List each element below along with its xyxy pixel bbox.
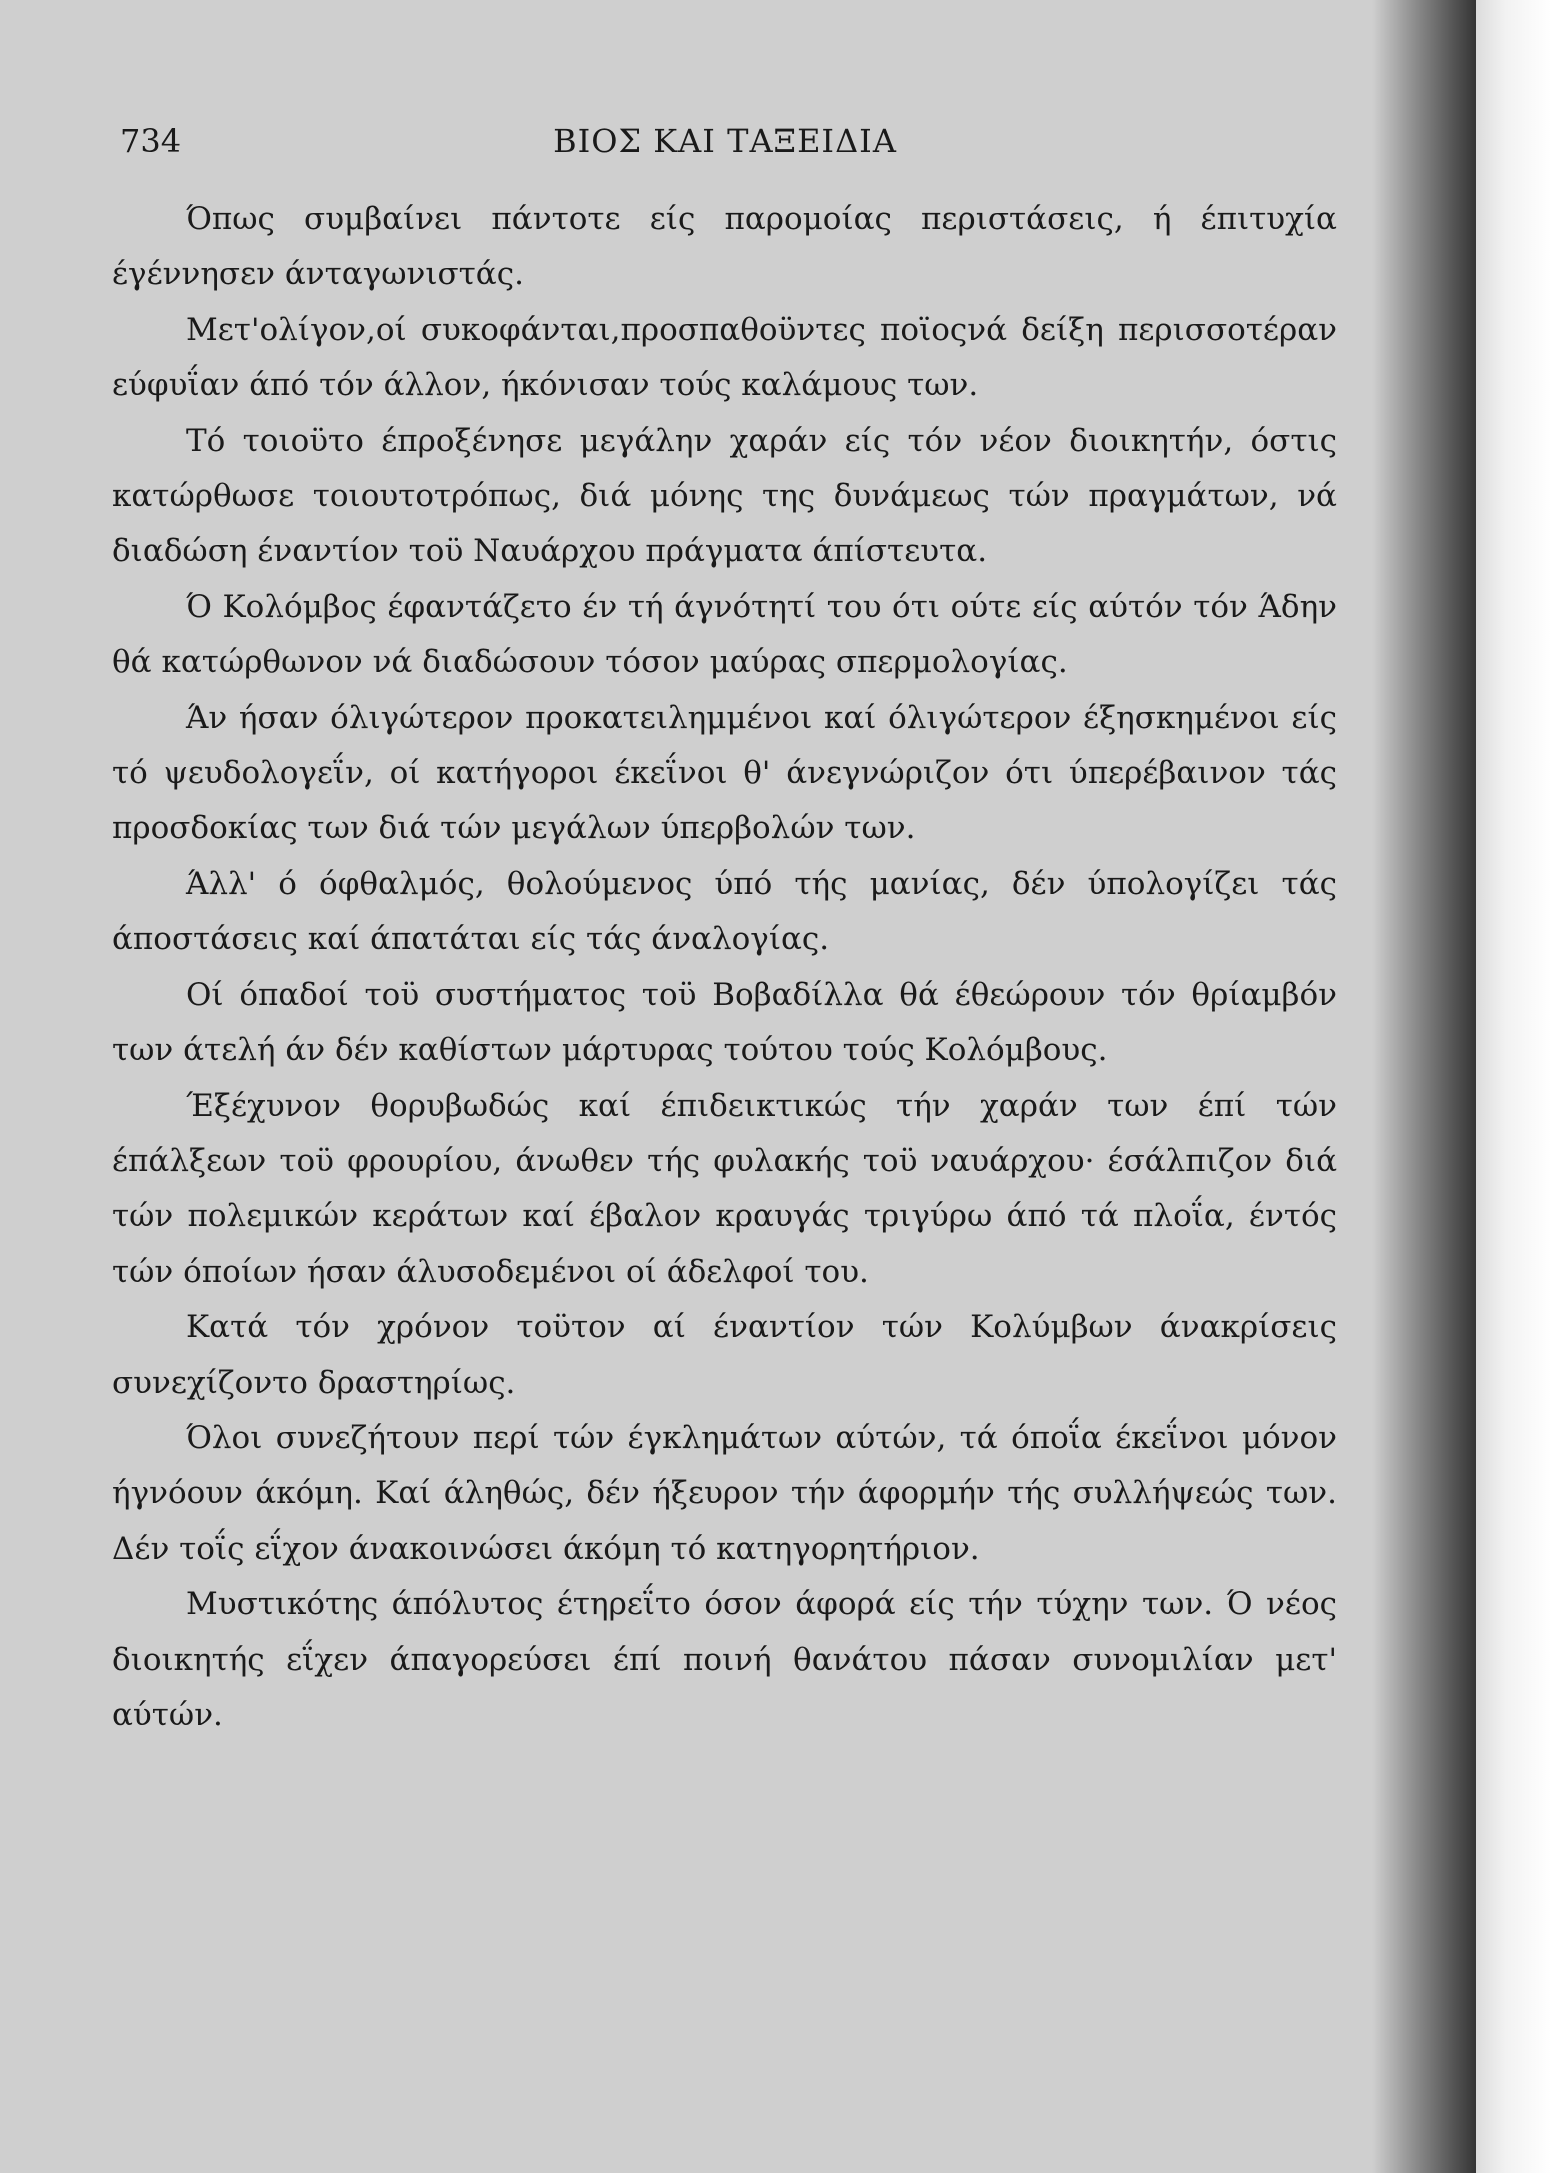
paragraph: Μυστικότης άπόλυτος έτηρεΐτο όσον άφορά είς τήν τύχην των. Ό νέος διοικητής εΐχεν άπαγορεύσει έπί ποινή θανάτου πάσαν συνομιλίαν μετ' αύτών.	[112, 1586, 1337, 1733]
paragraph: Έξέχυνον θορυβωδώς καί έπιδεικτικώς τήν χαράν των έπί τών έπάλξεων τοϋ φρουρίου, άνωθεν τής φυλακής τοϋ ναυάρχου· έσάλπιζον διά τών πολεμικών κεράτων καί έβαλον κραυγάς τριγύρω άπό τά πλοΐα, έντός τών όποίων ήσαν άλυσοδεμένοι οί άδελφοί του.	[112, 1087, 1337, 1290]
page-edge	[1476, 0, 1551, 2173]
page-header	[120, 122, 1330, 172]
paragraph: Κατά τόν χρόνον τοϋτον αί έναντίον τών Κολύμβων άνακρίσεις συνεχίζοντο δραστηρίως.	[112, 1309, 1337, 1401]
binding-shadow	[1372, 0, 1476, 2173]
paragraph: Ό Κολόμβος έφαντάζετο έν τή άγνότητί του ότι ούτε είς αύτόν τόν Άδην θά κατώρθωνον νά διαδώσουν τόσον μαύρας σπερμολογίας.	[112, 588, 1337, 681]
paragraph: Οί όπαδοί τοϋ συστήματος τοϋ Βοβαδίλλα θά έθεώρουν τόν θρίαμβόν των άτελή άν δέν καθίστων μάρτυρας τούτου τούς Κολόμβους.	[112, 976, 1337, 1069]
paragraph: Όλοι συνεζήτουν περί τών έγκλημάτων αύτών, τά όποΐα έκεΐνοι μόνον ήγνόουν άκόμη. Καί άληθώς, δέν ήξευρον τήν άφορμήν τής συλλήψεώς των. Δέν τοΐς εΐχον άνακοινώσει άκόμη τό κατηγορητήριον.	[112, 1419, 1337, 1567]
paragraph: Τό τοιοϋτο έπροξένησε μεγάλην χαράν είς τόν νέον διοικητήν, όστις κατώρθωσε τοιουτοτρόπως, διά μόνης της δυνάμεως τών πραγμάτων, νά διαδώση έναντίον τοϋ Ναυάρχου πράγματα άπίστευτα.	[112, 422, 1337, 570]
paragraph: Άν ήσαν όλιγώτερον προκατειλημμένοι καί όλιγώτερον έξησκημένοι είς τό ψευδολογεΐν, οί κατήγοροι έκεΐνοι θ' άνεγνώριζον ότι ύπερέβαινον τάς προσδοκίας των διά τών μεγάλων ύπερβολών των.	[112, 699, 1337, 847]
paragraph: Μετ'ολίγον,οί συκοφάνται,προσπαθοϋντες ποϊοςνά δείξη περισσοτέραν εύφυΐαν άπό τόν άλλον, ήκόνισαν τούς καλάμους των.	[112, 311, 1337, 404]
paragraph: Όπως συμβαίνει πάντοτε είς παρομοίας περιστάσεις, ή έπιτυχία έγέννησεν άνταγωνιστάς.	[112, 201, 1337, 293]
paragraph: Άλλ' ό όφθαλμός, θολούμενος ύπό τής μανίας, δέν ύπολογίζει τάς άποστάσεις καί άπατάται είς τάς άναλογίας.	[112, 865, 1337, 958]
body-text	[112, 192, 1337, 1743]
page-number: 734	[120, 122, 182, 160]
running-title: ΒΙΟΣ ΚΑΙ ΤΑΞΕΙΔΙΑ	[553, 122, 897, 160]
